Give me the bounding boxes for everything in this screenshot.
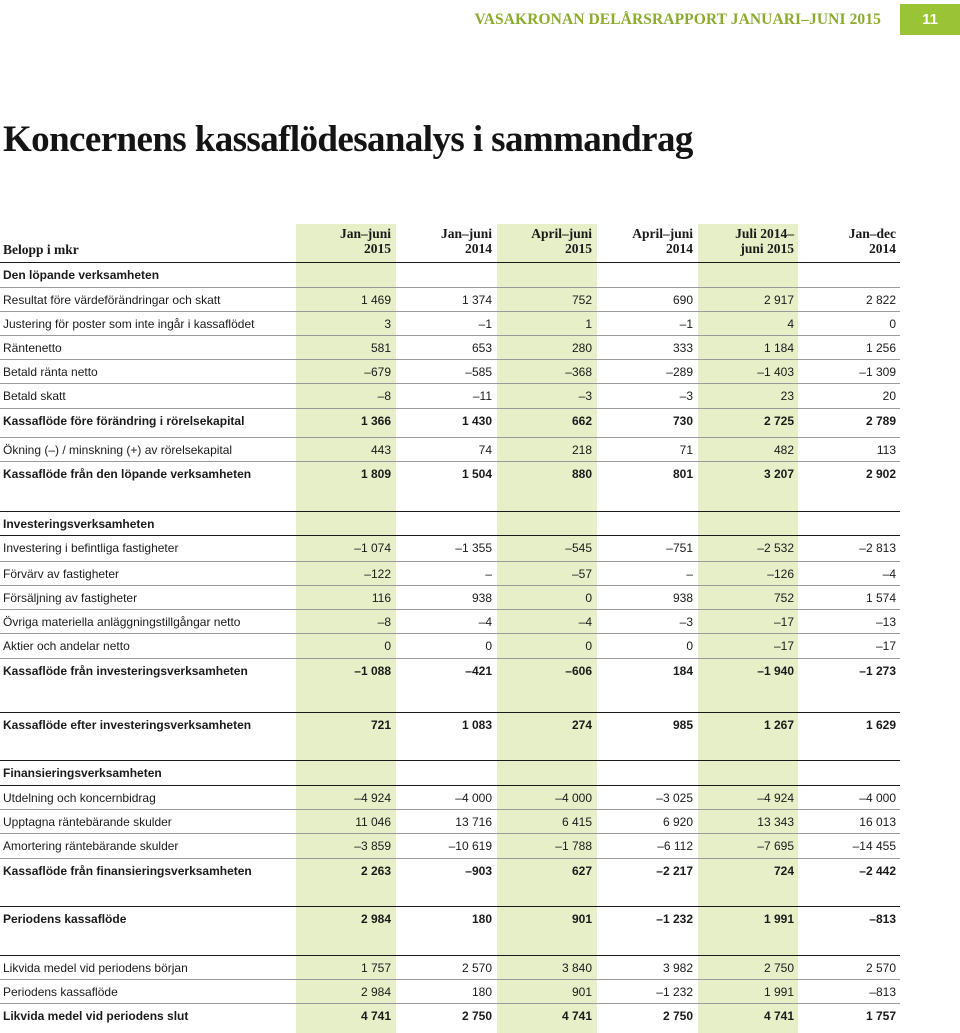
table-cell: –289 — [666, 365, 693, 379]
table-cell: 333 — [672, 341, 693, 355]
table-cell: –1 788 — [555, 839, 592, 853]
table-cell: –1 273 — [859, 664, 896, 678]
column-header-5: Juli 2014– juni 2015 — [735, 226, 794, 256]
table-row — [0, 360, 900, 384]
row-label: Resultat före värdeförändringar och skatt — [3, 293, 221, 307]
table-cell: –1 074 — [354, 541, 391, 555]
table-cell: 1 809 — [360, 467, 391, 481]
table-row — [0, 263, 900, 287]
table-cell: 724 — [773, 864, 794, 878]
table-cell: –813 — [869, 985, 896, 999]
table-cell: 218 — [571, 443, 592, 457]
table-cell: 690 — [672, 293, 693, 307]
table-cell: 13 343 — [757, 815, 794, 829]
row-label: Kassaflöde efter investeringsverksamheten — [3, 718, 252, 732]
table-cell: –1 403 — [757, 365, 794, 379]
column-header-4: April–juni 2014 — [632, 226, 693, 256]
row-label: Försäljning av fastigheter — [3, 591, 138, 605]
table-cell: 4 741 — [763, 1009, 794, 1023]
table-cell: –2 532 — [757, 541, 794, 555]
table-cell: 1 757 — [865, 1009, 896, 1023]
table-cell: –4 000 — [859, 791, 896, 805]
table-cell: –751 — [666, 541, 693, 555]
row-label: Justering för poster som inte ingår i kassaflödet — [3, 317, 255, 331]
table-cell: 274 — [571, 718, 592, 732]
table-cell: –368 — [565, 365, 592, 379]
table-cell: 1 991 — [763, 985, 794, 999]
row-label: Investeringsverksamheten — [3, 517, 155, 531]
table-cell: –3 025 — [656, 791, 693, 805]
table-cell: 2 750 — [763, 961, 794, 975]
table-row — [0, 810, 900, 834]
table-cell: –4 — [578, 615, 592, 629]
table-cell: 2 984 — [360, 985, 391, 999]
row-label: Investering i befintliga fastigheter — [3, 541, 179, 555]
table-cell: –1 940 — [757, 664, 794, 678]
table-cell: 23 — [780, 389, 794, 403]
table-row — [0, 786, 900, 810]
table-cell: 2 750 — [662, 1009, 693, 1023]
table-cell: 2 725 — [763, 414, 794, 428]
table-cell: –1 232 — [656, 912, 693, 926]
table-cell: 0 — [585, 591, 592, 605]
table-row — [0, 462, 900, 486]
table-cell: –679 — [364, 365, 391, 379]
table-cell: –813 — [869, 912, 896, 926]
table-cell: –7 695 — [757, 839, 794, 853]
row-label: Förvärv av fastigheter — [3, 567, 120, 581]
table-cell: 16 013 — [859, 815, 896, 829]
table-cell: 1 083 — [461, 718, 492, 732]
table-cell: 1 267 — [763, 718, 794, 732]
table-cell: 801 — [672, 467, 693, 481]
table-cell: 0 — [889, 317, 896, 331]
table-row — [0, 312, 900, 336]
column-header-6: Jan–dec 2014 — [848, 226, 896, 256]
table-cell: –14 455 — [852, 839, 896, 853]
table-row — [0, 634, 900, 658]
table-cell: 730 — [672, 414, 693, 428]
table-cell: –2 442 — [859, 864, 896, 878]
table-cell: –3 — [679, 615, 693, 629]
row-label: Ökning (–) / minskning (+) av rörelsekapital — [3, 443, 233, 457]
row-label: Upptagna räntebärande skulder — [3, 815, 172, 829]
table-cell: 2 750 — [461, 1009, 492, 1023]
table-cell: 1 757 — [360, 961, 391, 975]
table-row — [0, 409, 900, 433]
table-cell: 2 917 — [763, 293, 794, 307]
table-cell: –57 — [571, 567, 592, 581]
table-cell: 1 374 — [461, 293, 492, 307]
table-cell: 3 207 — [763, 467, 794, 481]
table-cell: 938 — [672, 591, 693, 605]
row-label: Amortering räntebärande skulder — [3, 839, 179, 853]
column-header-2: Jan–juni 2014 — [440, 226, 492, 256]
table-cell: –585 — [465, 365, 492, 379]
table-row — [0, 288, 900, 312]
table-cell: –1 309 — [859, 365, 896, 379]
table-row — [0, 438, 900, 462]
row-label: Likvida medel vid periodens slut — [3, 1009, 189, 1023]
table-row — [0, 384, 900, 408]
table-cell: 74 — [478, 443, 492, 457]
table-cell: –13 — [875, 615, 896, 629]
table-cell: –3 859 — [354, 839, 391, 853]
table-cell: 1 — [585, 317, 592, 331]
table-cell: 4 741 — [360, 1009, 391, 1023]
table-cell: –1 088 — [354, 664, 391, 678]
table-cell: 1 184 — [763, 341, 794, 355]
table-cell: 581 — [370, 341, 391, 355]
page-number-badge: 11 — [900, 4, 960, 35]
column-header-3: April–juni 2015 — [531, 226, 592, 256]
table-cell: 985 — [672, 718, 693, 732]
table-cell: 938 — [471, 591, 492, 605]
table-row — [0, 956, 900, 980]
table-cell: –126 — [767, 567, 794, 581]
table-cell: 443 — [370, 443, 391, 457]
table-row — [0, 907, 900, 931]
table-row — [0, 562, 900, 586]
table-cell: 1 366 — [360, 414, 391, 428]
table-cell: 13 716 — [455, 815, 492, 829]
table-cell: 662 — [571, 414, 592, 428]
table-cell: 180 — [471, 985, 492, 999]
row-label: Kassaflöde före förändring i rörelsekapital — [3, 414, 245, 428]
table-cell: 1 574 — [865, 591, 896, 605]
table-cell: –4 — [478, 615, 492, 629]
table-row — [0, 761, 900, 785]
table-cell: 0 — [585, 639, 592, 653]
table-cell: –17 — [773, 615, 794, 629]
table-cell: –606 — [565, 664, 592, 678]
table-cell: 1 469 — [360, 293, 391, 307]
table-cell: –4 924 — [757, 791, 794, 805]
table-row — [0, 713, 900, 737]
table-cell: 71 — [679, 443, 693, 457]
table-cell: –421 — [465, 664, 492, 678]
table-cell: – — [485, 567, 492, 581]
table-cell: 0 — [485, 639, 492, 653]
table-cell: –4 — [882, 567, 896, 581]
table-cell: 880 — [571, 467, 592, 481]
table-cell: 2 570 — [461, 961, 492, 975]
row-label: Betald skatt — [3, 389, 66, 403]
table-cell: –8 — [377, 615, 391, 629]
table-cell: –545 — [565, 541, 592, 555]
table-cell: 4 — [787, 317, 794, 331]
table-cell: 1 256 — [865, 341, 896, 355]
table-row — [0, 536, 900, 560]
table-cell: –11 — [472, 389, 492, 403]
table-cell: –6 112 — [657, 839, 693, 853]
row-label: Räntenetto — [3, 341, 62, 355]
table-cell: 653 — [471, 341, 492, 355]
table-row — [0, 980, 900, 1004]
table-cell: 752 — [571, 293, 592, 307]
table-row — [0, 859, 900, 883]
table-cell: 20 — [882, 389, 896, 403]
table-cell: 3 982 — [662, 961, 693, 975]
table-cell: 4 741 — [561, 1009, 592, 1023]
table-cell: –3 — [679, 389, 693, 403]
table-cell: 1 629 — [865, 718, 896, 732]
table-cell: –1 — [478, 317, 492, 331]
table-cell: 901 — [571, 985, 592, 999]
row-label: Övriga materiella anläggningstillgångar netto — [3, 615, 241, 629]
table-row — [0, 610, 900, 634]
table-cell: –10 619 — [448, 839, 492, 853]
table-cell: 0 — [686, 639, 693, 653]
row-label: Kassaflöde från investeringsverksamheten — [3, 664, 248, 678]
table-cell: 116 — [371, 591, 391, 605]
table-cell: 184 — [672, 664, 693, 678]
table-cell: –2 813 — [859, 541, 896, 555]
table-cell: 2 570 — [865, 961, 896, 975]
table-cell: –122 — [364, 567, 391, 581]
table-cell: –1 355 — [455, 541, 492, 555]
table-cell: 2 789 — [865, 414, 896, 428]
row-label: Utdelning och koncernbidrag — [3, 791, 156, 805]
table-cell: –8 — [377, 389, 391, 403]
table-cell: 1 504 — [461, 467, 492, 481]
table-cell: –4 924 — [354, 791, 391, 805]
row-label: Periodens kassaflöde — [3, 912, 127, 926]
row-label: Kassaflöde från den löpande verksamheten — [3, 467, 252, 481]
table-cell: 2 984 — [360, 912, 391, 926]
table-cell: 901 — [571, 912, 592, 926]
row-label: Betald ränta netto — [3, 365, 98, 379]
table-cell: 482 — [773, 443, 794, 457]
table-row — [0, 586, 900, 610]
table-cell: 2 902 — [865, 467, 896, 481]
table-cell: –4 000 — [555, 791, 592, 805]
table-cell: –2 217 — [656, 864, 693, 878]
table-cell: 627 — [571, 864, 592, 878]
row-label: Den löpande verksamheten — [3, 268, 160, 282]
table-cell: 0 — [384, 639, 391, 653]
table-cell: –17 — [875, 639, 896, 653]
row-label: Likvida medel vid periodens början — [3, 961, 188, 975]
table-row — [0, 1004, 900, 1028]
table-row — [0, 834, 900, 858]
table-cell: 2 822 — [865, 293, 896, 307]
column-header-1: Jan–juni 2015 — [339, 226, 391, 256]
table-cell: 280 — [571, 341, 592, 355]
row-label: Periodens kassaflöde — [3, 985, 118, 999]
table-cell: 1 991 — [763, 912, 794, 926]
table-cell: –1 232 — [656, 985, 693, 999]
table-cell: 1 430 — [461, 414, 492, 428]
table-cell: 2 263 — [360, 864, 391, 878]
table-cell: 3 840 — [561, 961, 592, 975]
table-row — [0, 512, 900, 536]
row-label: Finansieringsverksamheten — [3, 766, 162, 780]
table-cell: 3 — [384, 317, 391, 331]
table-cell: –1 — [679, 317, 693, 331]
page-title: Koncernens kassaflödesanalys i sammandrag — [3, 119, 693, 160]
report-running-head: VASAKRONAN DELÅRSRAPPORT JANUARI–JUNI 2015 — [474, 11, 881, 28]
table-cell: 721 — [370, 718, 391, 732]
row-label: Kassaflöde från finansieringsverksamheten — [3, 864, 252, 878]
table-cell: 113 — [876, 443, 896, 457]
unit-label: Belopp i mkr — [3, 242, 79, 257]
table-cell: –903 — [465, 864, 492, 878]
table-cell: –4 000 — [455, 791, 492, 805]
table-row — [0, 336, 900, 360]
table-cell: 752 — [773, 591, 794, 605]
table-cell: 6 920 — [662, 815, 693, 829]
table-row — [0, 659, 900, 683]
table-cell: – — [686, 567, 693, 581]
table-cell: –3 — [578, 389, 592, 403]
table-cell: 11 046 — [355, 815, 391, 829]
table-cell: –17 — [773, 639, 794, 653]
table-cell: 180 — [471, 912, 492, 926]
row-label: Aktier och andelar netto — [3, 639, 130, 653]
table-cell: 6 415 — [561, 815, 592, 829]
